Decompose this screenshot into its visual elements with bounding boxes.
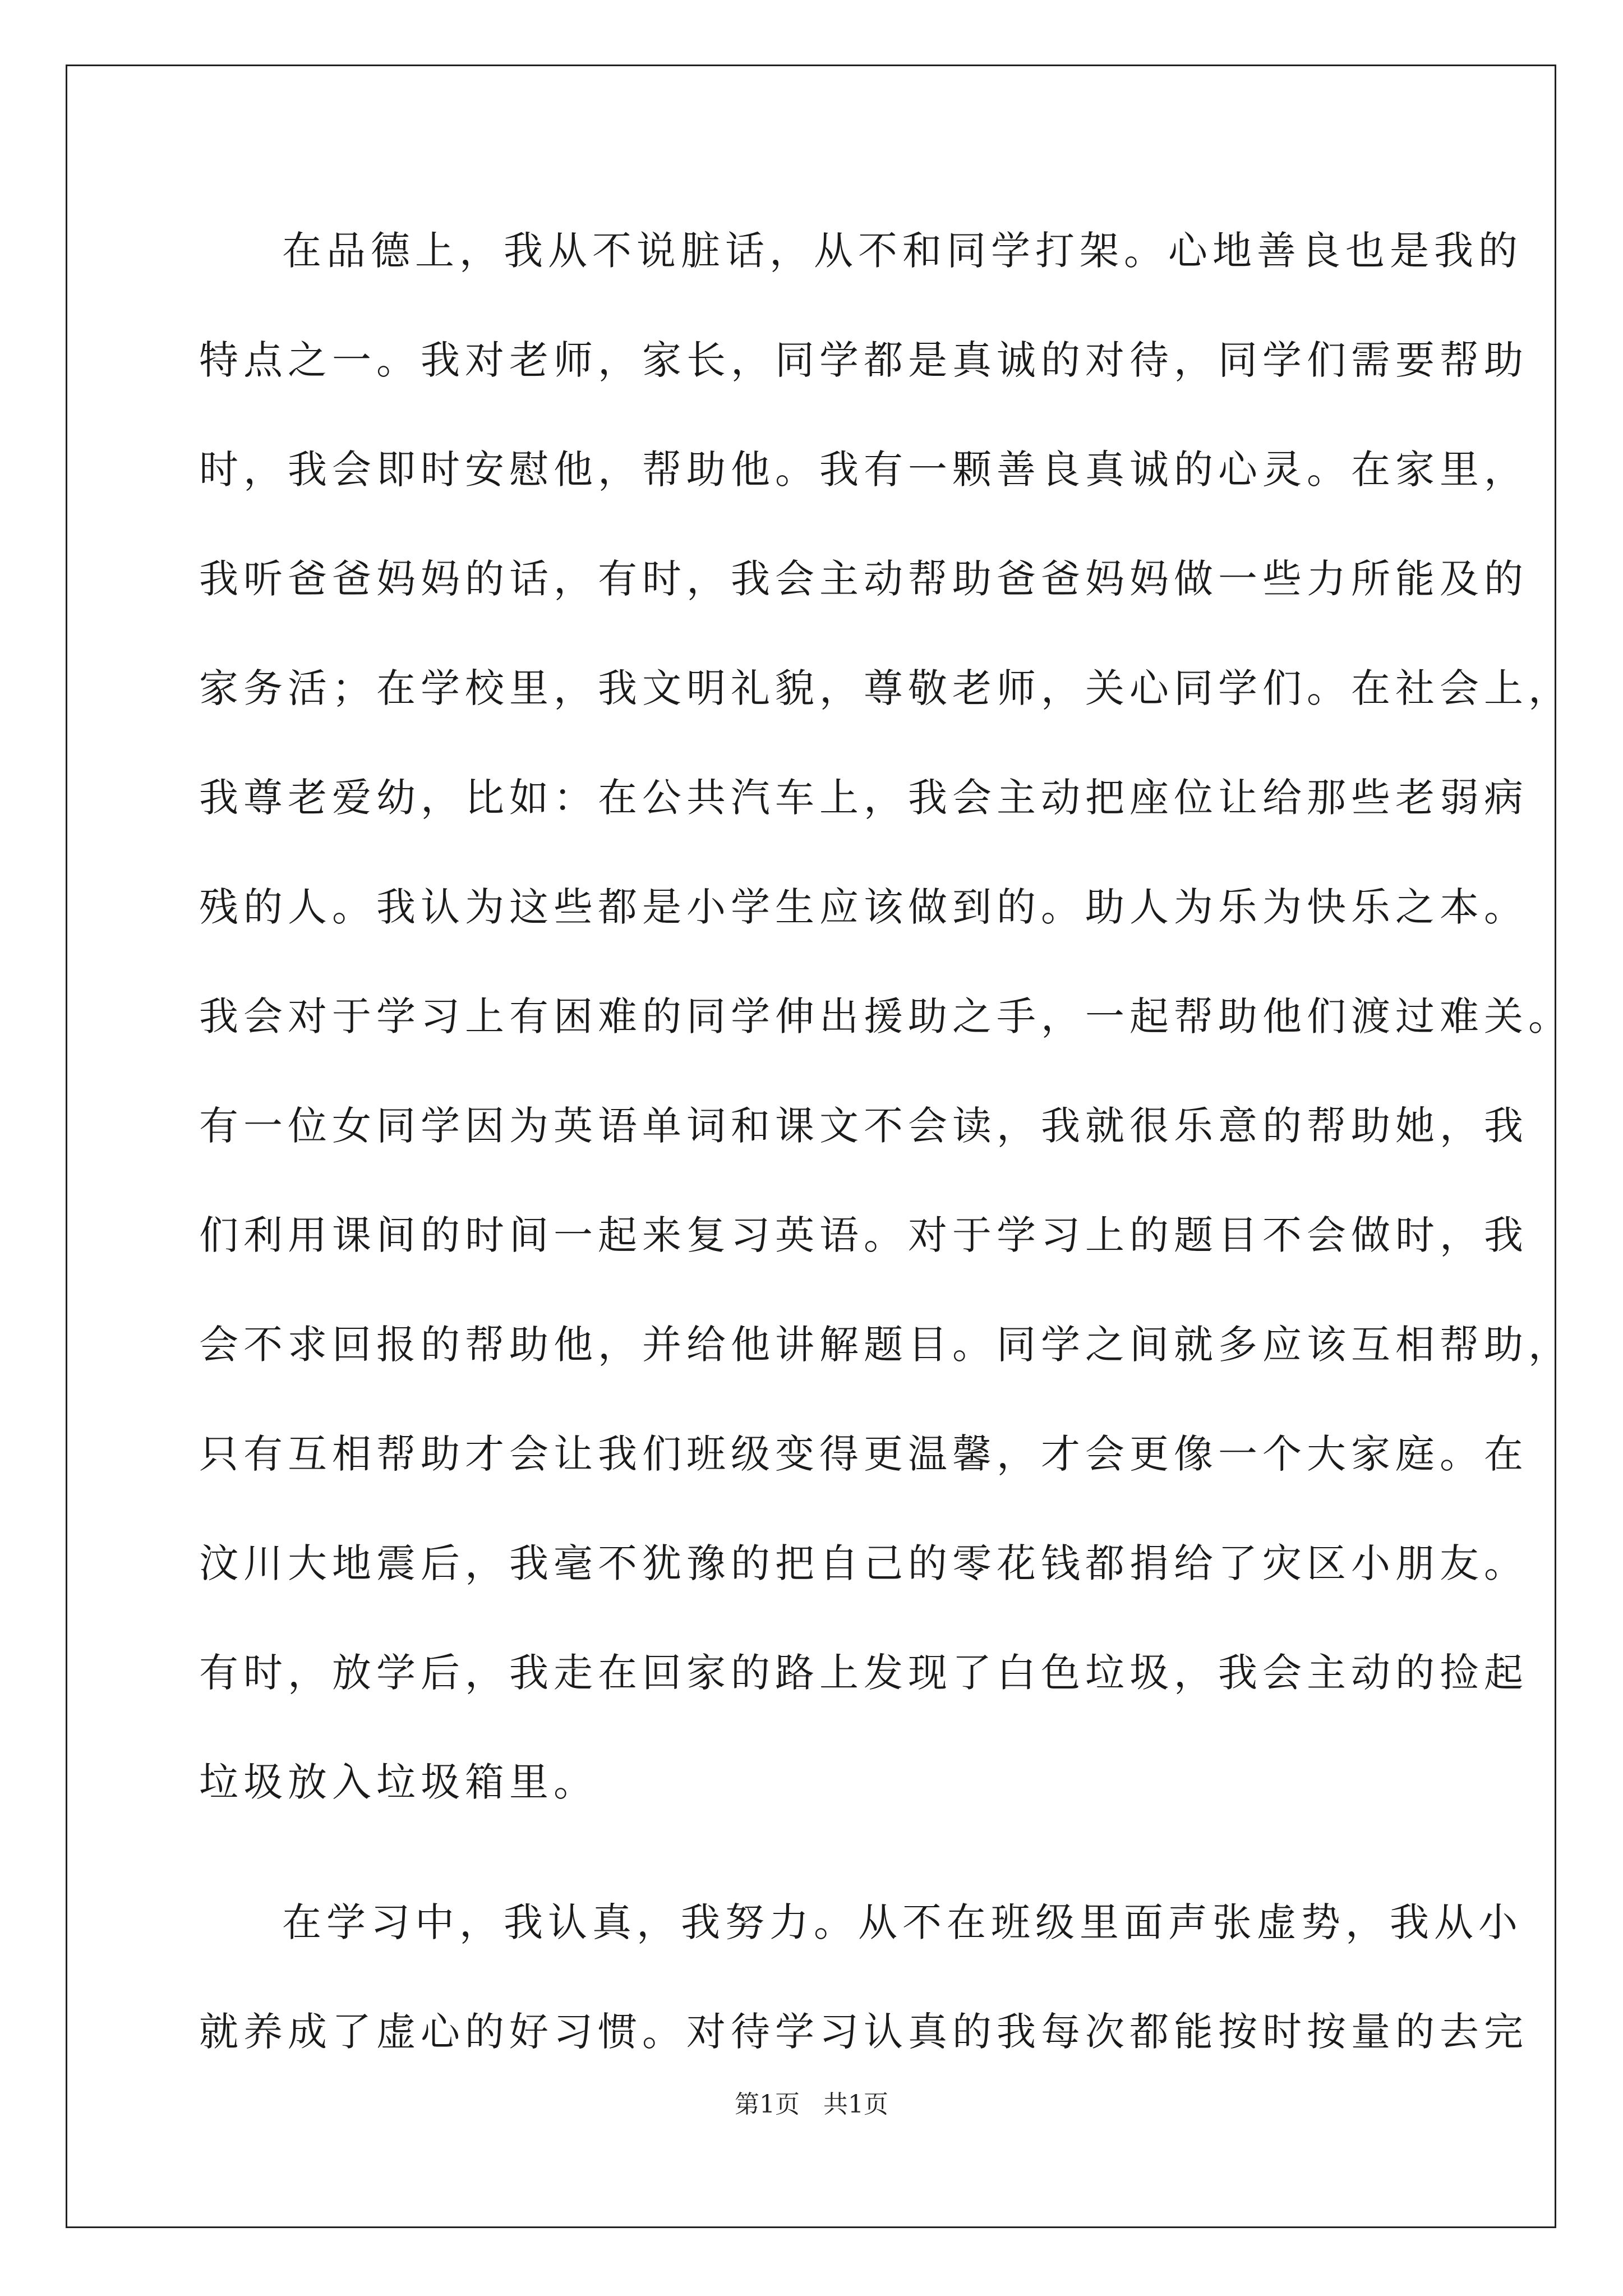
paragraph-1-line-15: 垃圾放入垃圾箱里。 (199, 1759, 598, 1805)
paragraph-1-line-1: 在品德上，我从不说脏话，从不和同学打架。心地善良也是我的 (282, 228, 1523, 274)
paragraph-1-line-7: 残的人。我认为这些都是小学生应该做到的。助人为乐为快乐之本。 (199, 884, 1528, 930)
paragraph-1-line-3: 时，我会即时安慰他，帮助他。我有一颗善良真诚的心灵。在家里， (199, 447, 1528, 493)
paragraph-1-line-13: 汶川大地震后，我毫不犹豫的把自己的零花钱都捐给了灾区小朋友。 (199, 1540, 1528, 1586)
paragraph-1-line-10: 们利用课间的时间一起来复习英语。对于学习上的题目不会做时，我 (199, 1212, 1528, 1258)
paragraph-1-line-12: 只有互相帮助才会让我们班级变得更温馨，才会更像一个大家庭。在 (199, 1431, 1528, 1477)
paragraph-1-line-9: 有一位女同学因为英语单词和课文不会读，我就很乐意的帮助她，我 (199, 1103, 1528, 1149)
paragraph-1-line-5: 家务活；在学校里，我文明礼貌，尊敬老师，关心同学们。在社会上， (199, 665, 1573, 711)
paragraph-1-line-8: 我会对于学习上有困难的同学伸出援助之手，一起帮助他们渡过难关。 (199, 993, 1573, 1039)
page-number-footer: 第1页 共1页 (735, 2090, 888, 2119)
paragraph-2-line-2: 就养成了虚心的好习惯。对待学习认真的我每次都能按时按量的去完 (199, 2009, 1528, 2055)
paragraph-1-line-11: 会不求回报的帮助他，并给他讲解题目。同学之间就多应该互相帮助， (199, 1322, 1573, 1368)
paragraph-1-line-14: 有时，放学后，我走在回家的路上发现了白色垃圾，我会主动的捡起 (199, 1650, 1528, 1696)
paragraph-2-line-1: 在学习中，我认真，我努力。从不在班级里面声张虚势，我从小 (282, 1899, 1523, 1945)
paragraph-1-line-2: 特点之一。我对老师，家长，同学都是真诚的对待，同学们需要帮助 (199, 337, 1528, 383)
paragraph-1-line-4: 我听爸爸妈妈的话，有时，我会主动帮助爸爸妈妈做一些力所能及的 (199, 556, 1528, 602)
document-body (199, 210, 1573, 2101)
paragraph-1-line-6: 我尊老爱幼，比如：在公共汽车上，我会主动把座位让给那些老弱病 (199, 775, 1528, 821)
